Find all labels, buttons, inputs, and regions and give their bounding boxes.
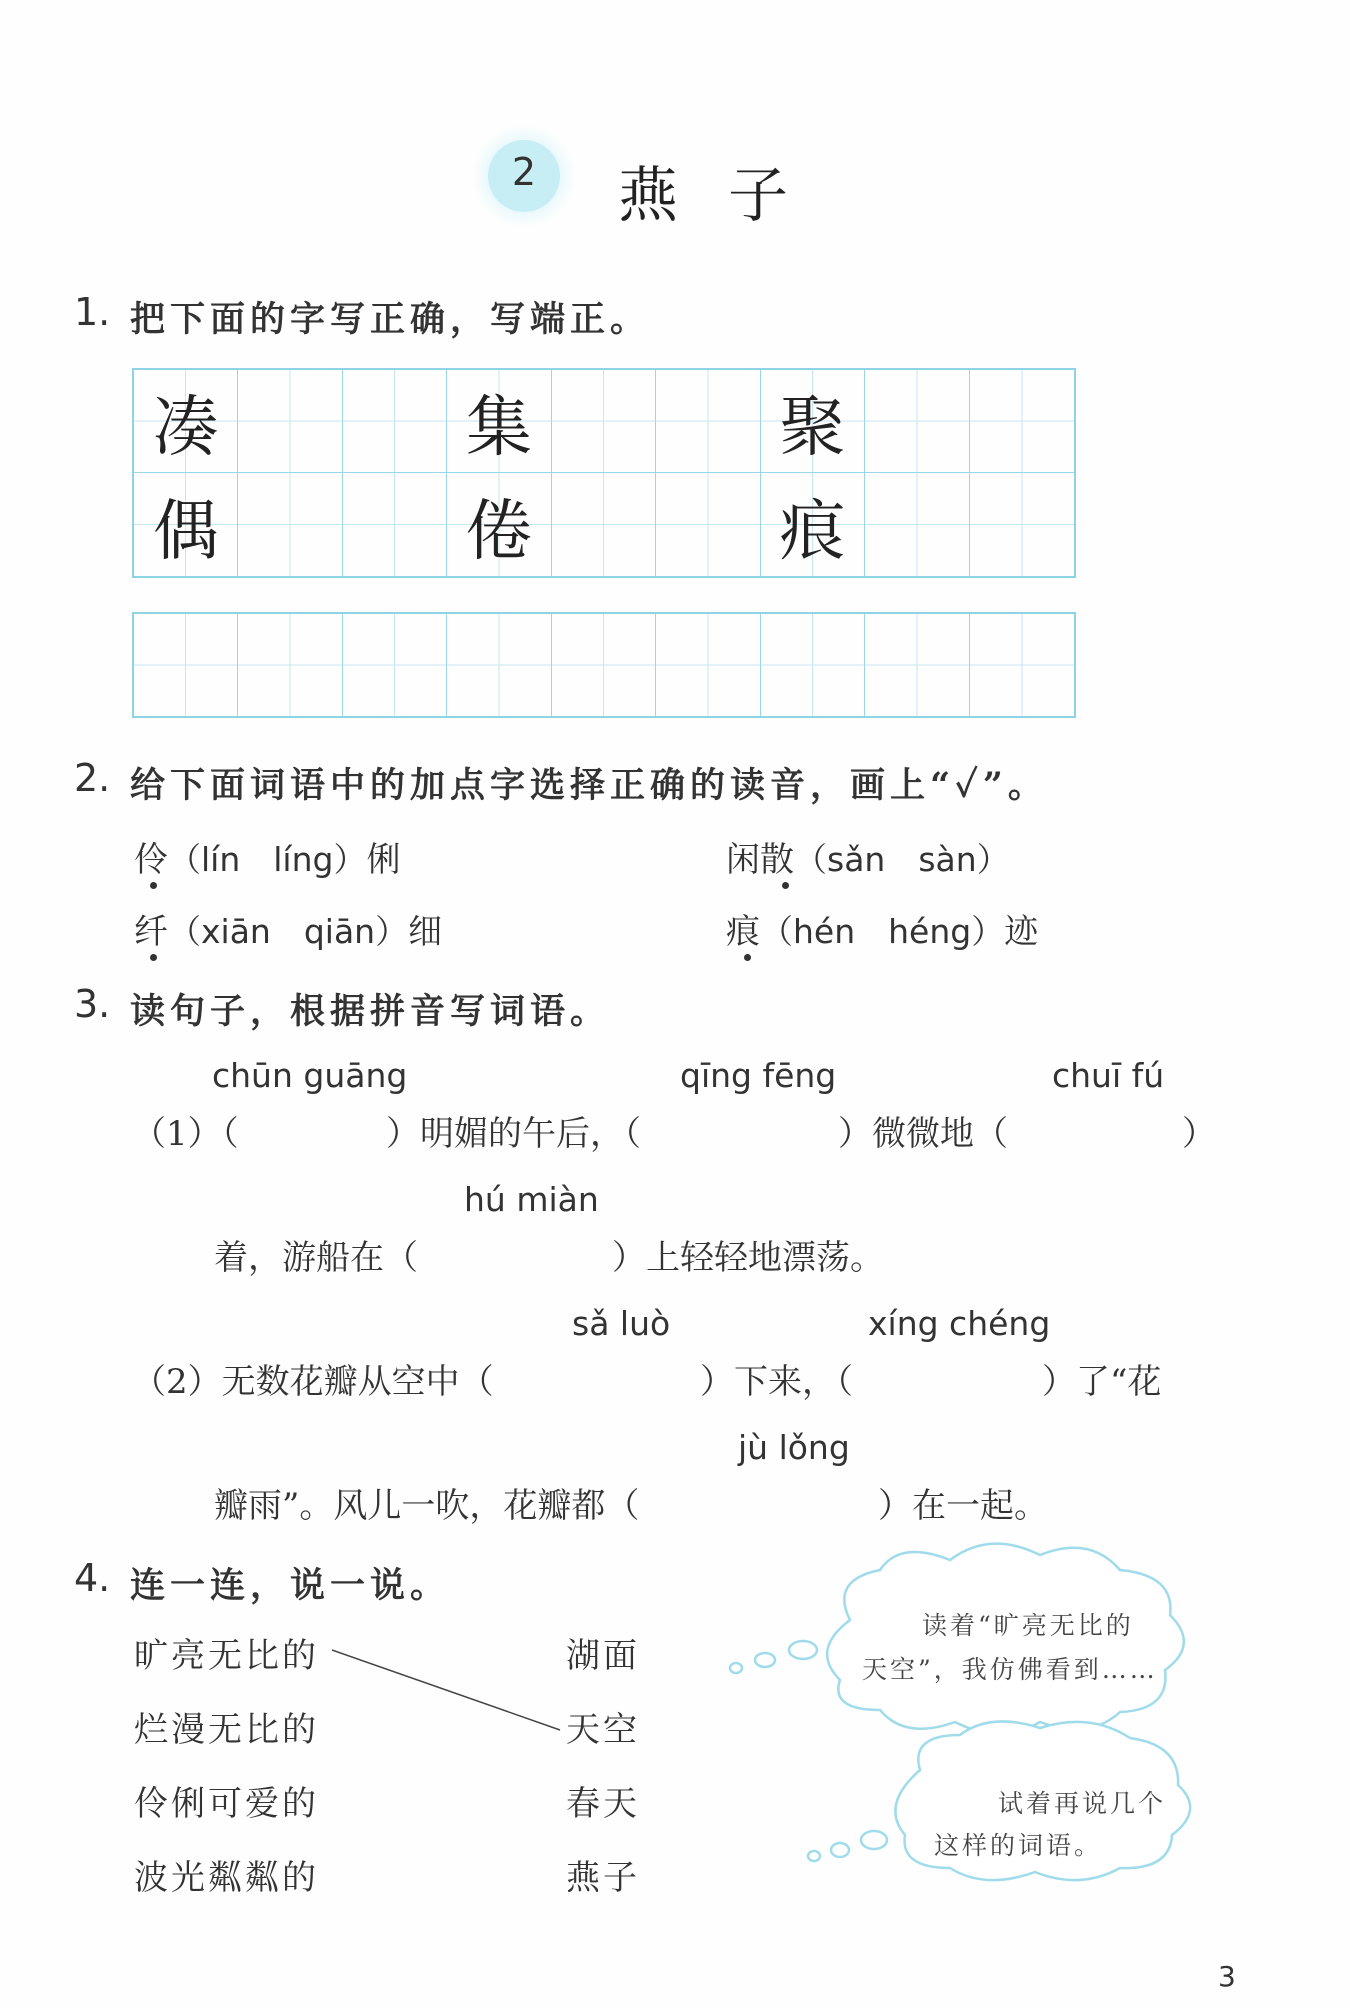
q3-number: 3. xyxy=(74,982,111,1026)
left-word-2[interactable]: 烂漫无比的 xyxy=(134,1710,319,1750)
grid-cell[interactable]: 集 xyxy=(447,370,551,473)
pinyin-sa-luo: sǎ luò xyxy=(572,1304,671,1343)
q2-item-1: 伶（lín líng）俐 xyxy=(134,840,401,880)
grid-cell[interactable]: 凑 xyxy=(134,370,238,473)
pinyin-ju-long: jù lǒng xyxy=(738,1428,850,1467)
lesson-title: 燕子 xyxy=(618,161,838,231)
q3-s2-seg3: ）了“花 xyxy=(1042,1362,1162,1402)
q3-s1-line2-seg2: ）上轻轻地漂荡。 xyxy=(612,1238,884,1278)
q3-s2-seg1: （2）无数花瓣从空中（ xyxy=(132,1362,494,1402)
q2-item-4: 痕（hén héng）迹 xyxy=(726,912,1039,952)
right-word-4[interactable]: 燕子 xyxy=(566,1858,640,1898)
q1-number: 1. xyxy=(74,290,111,334)
bubble2-line2: 这样的词语。 xyxy=(934,1831,1103,1860)
q4-instruction: 连一连，说一说。 xyxy=(130,1565,451,1606)
lesson-number: 2 xyxy=(511,150,537,194)
left-word-3[interactable]: 伶俐可爱的 xyxy=(134,1784,319,1824)
bubble1-line1: 读着“旷亮无比的 xyxy=(922,1611,1134,1640)
right-word-1[interactable]: 湖面 xyxy=(566,1636,640,1676)
q4-number: 4. xyxy=(74,1556,111,1600)
q3-s2-seg2: ）下来，（ xyxy=(700,1362,853,1402)
left-word-1[interactable]: 旷亮无比的 xyxy=(134,1636,319,1676)
grid-cell[interactable]: 聚 xyxy=(761,370,865,473)
example-connect-line xyxy=(332,1650,560,1730)
pinyin-hu-mian: hú miàn xyxy=(464,1180,599,1219)
q3-s1-seg3: ）微微地（ xyxy=(838,1114,1008,1154)
left-word-4[interactable]: 波光粼粼的 xyxy=(134,1858,319,1898)
q2-number: 2. xyxy=(74,756,111,800)
right-word-2[interactable]: 天空 xyxy=(566,1710,640,1750)
grid-cell[interactable]: 痕 xyxy=(761,473,865,576)
pinyin-chui-fu: chuī fú xyxy=(1052,1056,1165,1095)
bubble1-line2: 天空”，我仿佛看到…… xyxy=(862,1655,1158,1684)
q3-s1-seg1: （1）（ xyxy=(132,1114,239,1154)
q1-instruction: 把下面的字写正确，写端正。 xyxy=(130,299,651,340)
page-number: 3 xyxy=(1218,1960,1236,1993)
q3-s2-line2-seg1: 瓣雨”。风儿一吹，花瓣都（ xyxy=(214,1486,640,1526)
pinyin-xing-cheng: xíng chéng xyxy=(868,1304,1051,1343)
q3-s2-line2-seg2: ）在一起。 xyxy=(878,1486,1048,1526)
bubble2-line1: 试着再说几个 xyxy=(998,1789,1167,1818)
q2-item-2-options[interactable]: （xiān qiān） xyxy=(168,912,409,951)
q2-item-4-options[interactable]: （hén héng） xyxy=(760,912,1005,951)
grid-cell[interactable]: 偶 xyxy=(134,473,238,576)
right-word-3[interactable]: 春天 xyxy=(566,1784,640,1824)
q2-item-3-options[interactable]: （sǎn sàn） xyxy=(794,840,1010,879)
q3-instruction: 读句子，根据拼音写词语。 xyxy=(130,991,611,1032)
q3-s1-seg4: ） xyxy=(1182,1114,1216,1154)
q2-item-2: 纤（xiān qiān）细 xyxy=(134,912,443,952)
grid-cell[interactable]: 倦 xyxy=(447,473,551,576)
pinyin-qing-feng: qīng fēng xyxy=(680,1056,837,1095)
q2-item-1-options[interactable]: （lín líng） xyxy=(168,840,367,879)
q3-s1-line2-seg1: 着，游船在（ xyxy=(214,1238,418,1278)
q2-item-3: 闲散（sǎn sàn） xyxy=(726,840,1010,880)
pinyin-chun-guang: chūn guāng xyxy=(212,1056,408,1095)
q3-s1-seg2: ）明媚的午后，（ xyxy=(386,1114,641,1154)
q2-instruction: 给下面词语中的加点字选择正确的读音，画上“✓”。 xyxy=(130,765,1048,806)
